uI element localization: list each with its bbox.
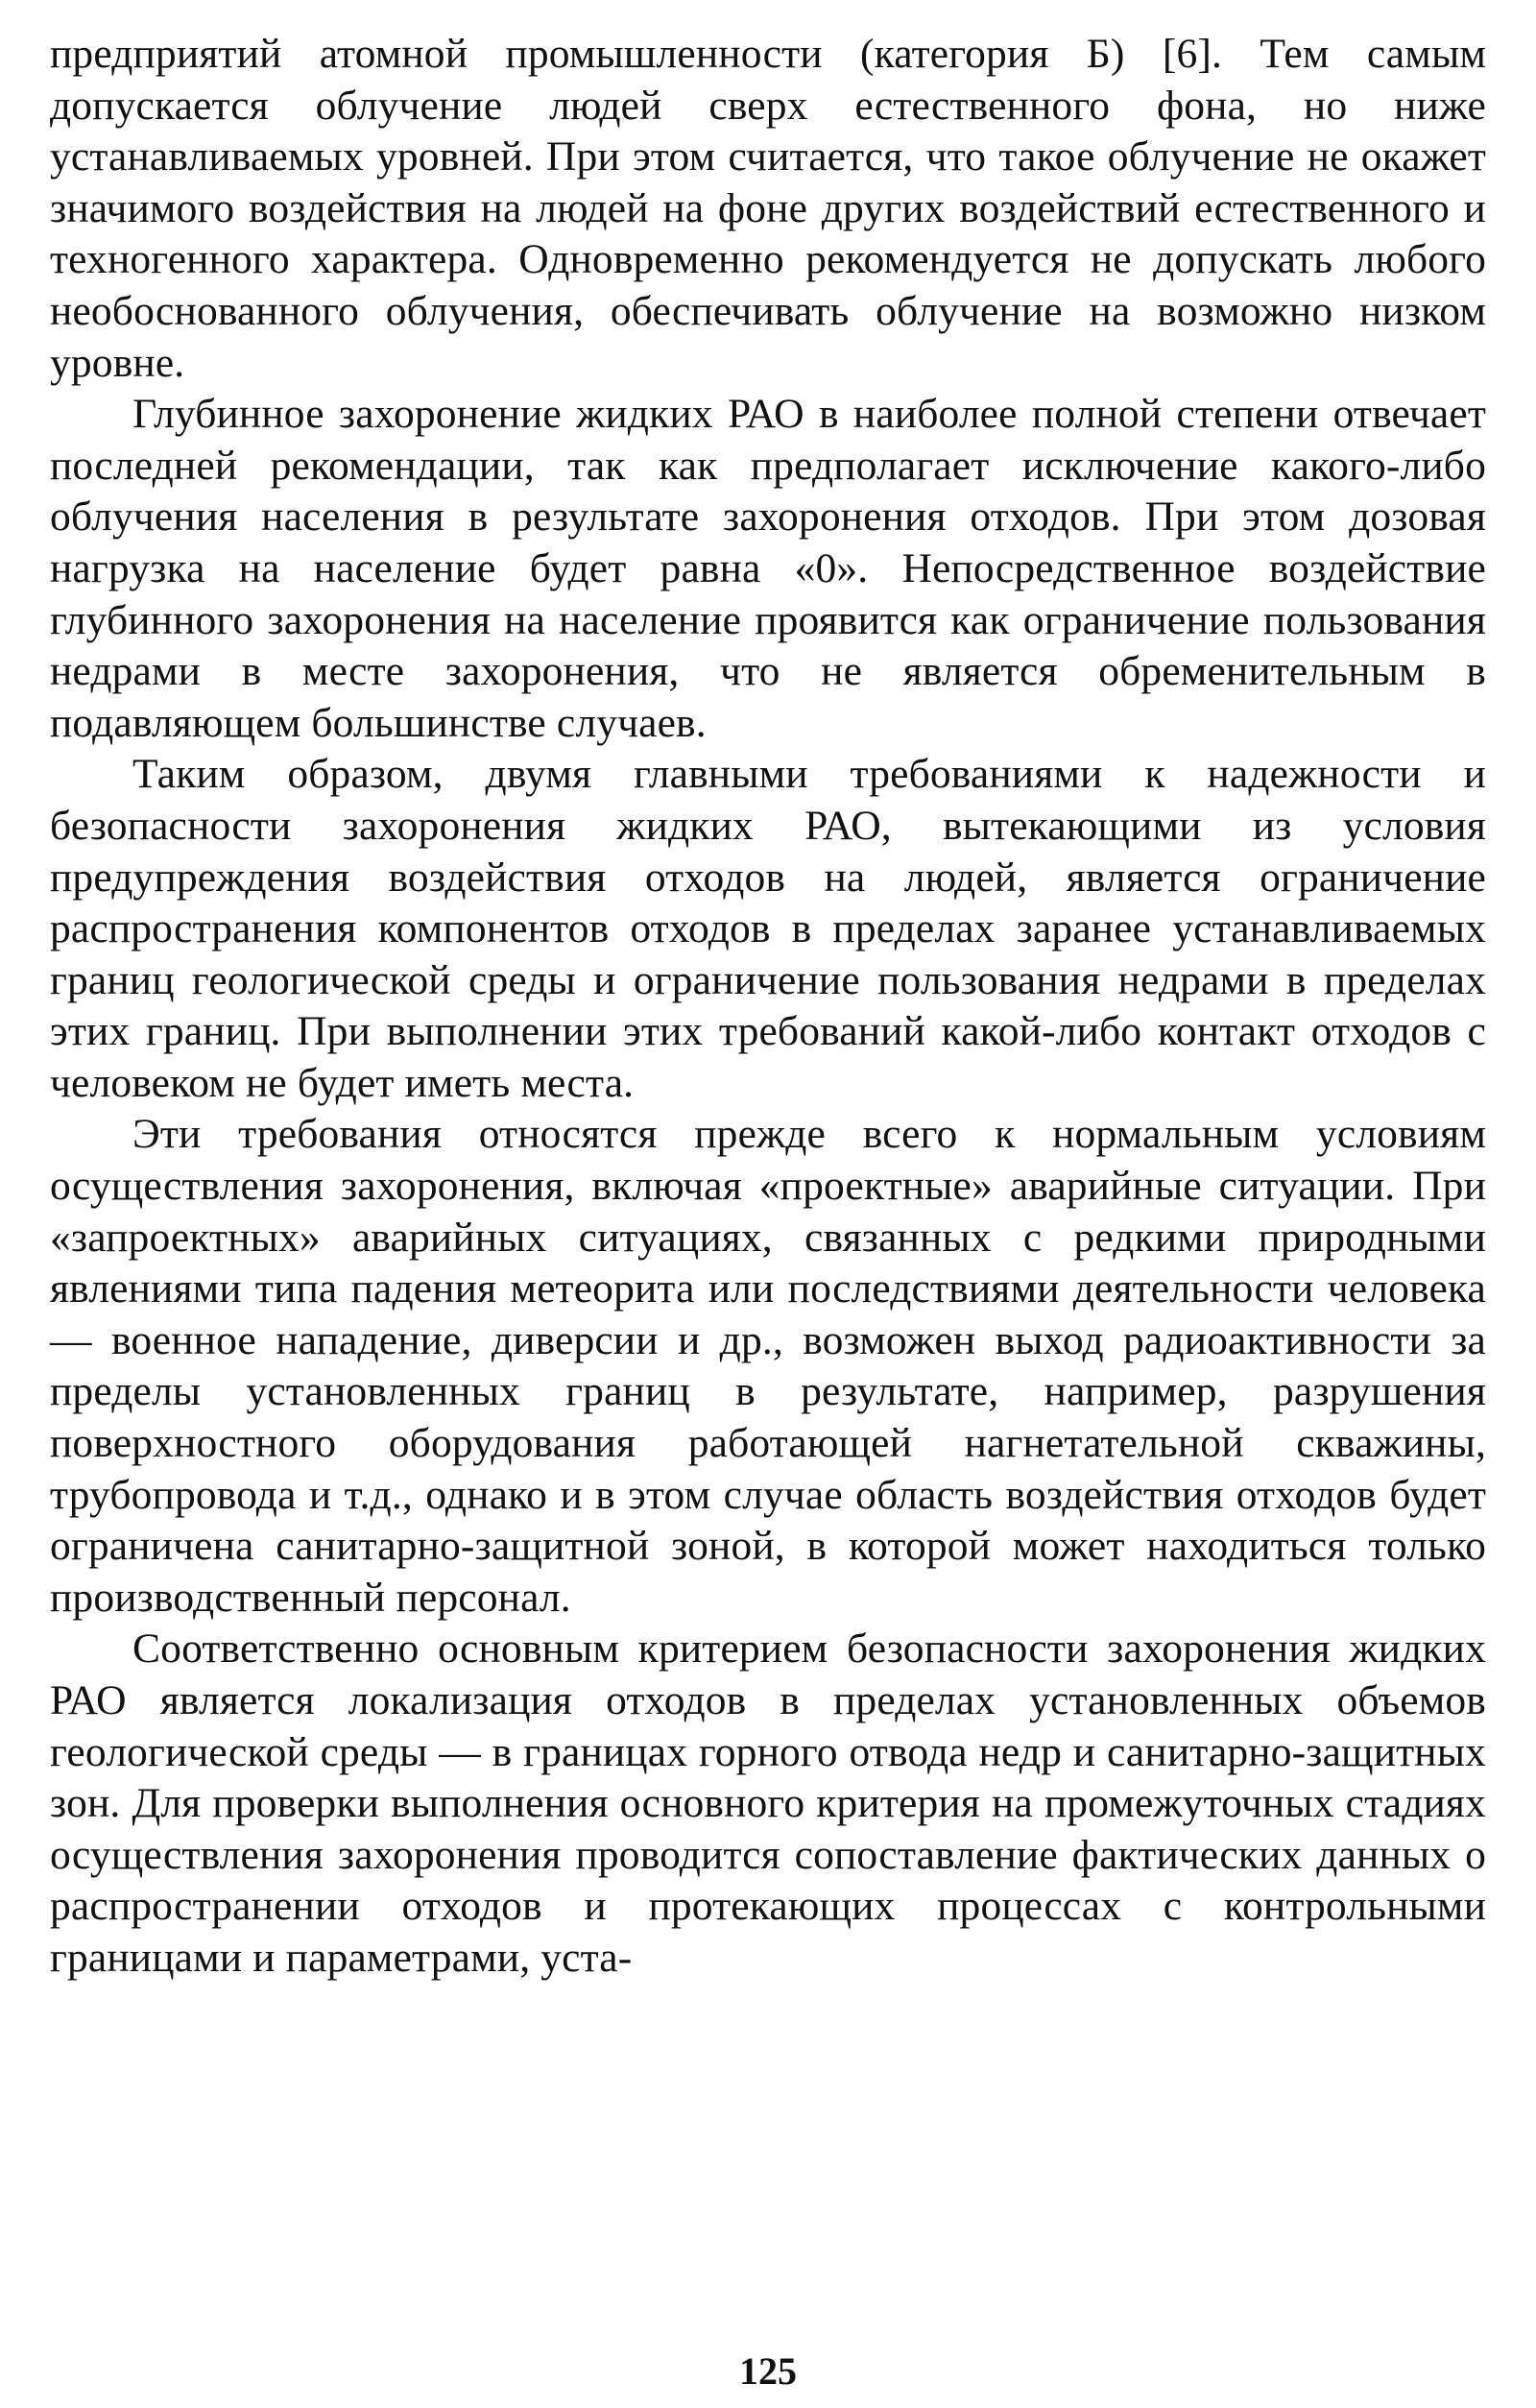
paragraph-4: Эти требования относятся прежде всего к нормальным условиям осуществления захоронения, включая «проектные» аварийные ситуации. При «запроектных» аварийных ситуациях, связанных с редкими природными явлениями типа падения метеорита или последствиями деятельности человека — военное нападение, диверсии и др., возможен выход радиоактивности за пределы установленных границ в результате, например, разрушения поверхностного оборудования работающей нагнетательной скважины, трубопровода и т.д., однако и в этом случае область воздействия отходов будет ограничена санитарно-защитной зоной, в которой может находиться только производственный персонал.: [50, 1111, 1486, 1621]
page-number: 125: [739, 2349, 797, 2393]
book-page: [50, 29, 1486, 2391]
paragraph-2: Глубинное захоронение жидких РАО в наиболее полной степени отвечает последней рекомендации, так как предполагает исключение какого-либо облучения населения в результате захоронения отходов. При этом дозовая нагрузка на население будет равна «0». Непосредственное воздействие глубинного захоронения на население проявится как ограничение пользования недрами в месте захоронения, что не является обременительным в подавляющем большинстве случаев.: [50, 391, 1486, 746]
paragraph-3: Таким образом, двумя главными требованиями к надежности и безопасности захоронения жидких РАО, вытекающими из условия предупреждения воздействия отходов на людей, является ограничение распространения компонентов отходов в пределах заранее устанавливаемых границ геологической среды и ограничение пользования недрами в пределах этих границ. При выполнении этих требований какой-либо контакт отходов с человеком не будет иметь места.: [50, 751, 1486, 1106]
paragraph-5: Соответственно основным критерием безопасности захоронения жидких РАО является локализация отходов в пределах установленных объемов геологической среды — в границах горного отвода недр и санитарно-защитных зон. Для проверки выполнения основного критерия на промежуточных стадиях осуществления захоронения проводится сопоставление фактических данных о распространении отходов и протекающих процессах с контрольными границами и параметрами, уста-: [50, 1625, 1486, 1981]
paragraph-1: предприятий атомной промышленности (категория Б) [6]. Тем самым допускается облучение людей сверх естественного фона, но ниже устанавливаемых уровней. При этом считается, что такое облучение не окажет значимого воздействия на людей на фоне других воздействий естественного и техногенного характера. Одновременно рекомендуется не допускать любого необоснованного облучения, обеспечивать облучение на возможно низком уровне.: [50, 31, 1486, 386]
